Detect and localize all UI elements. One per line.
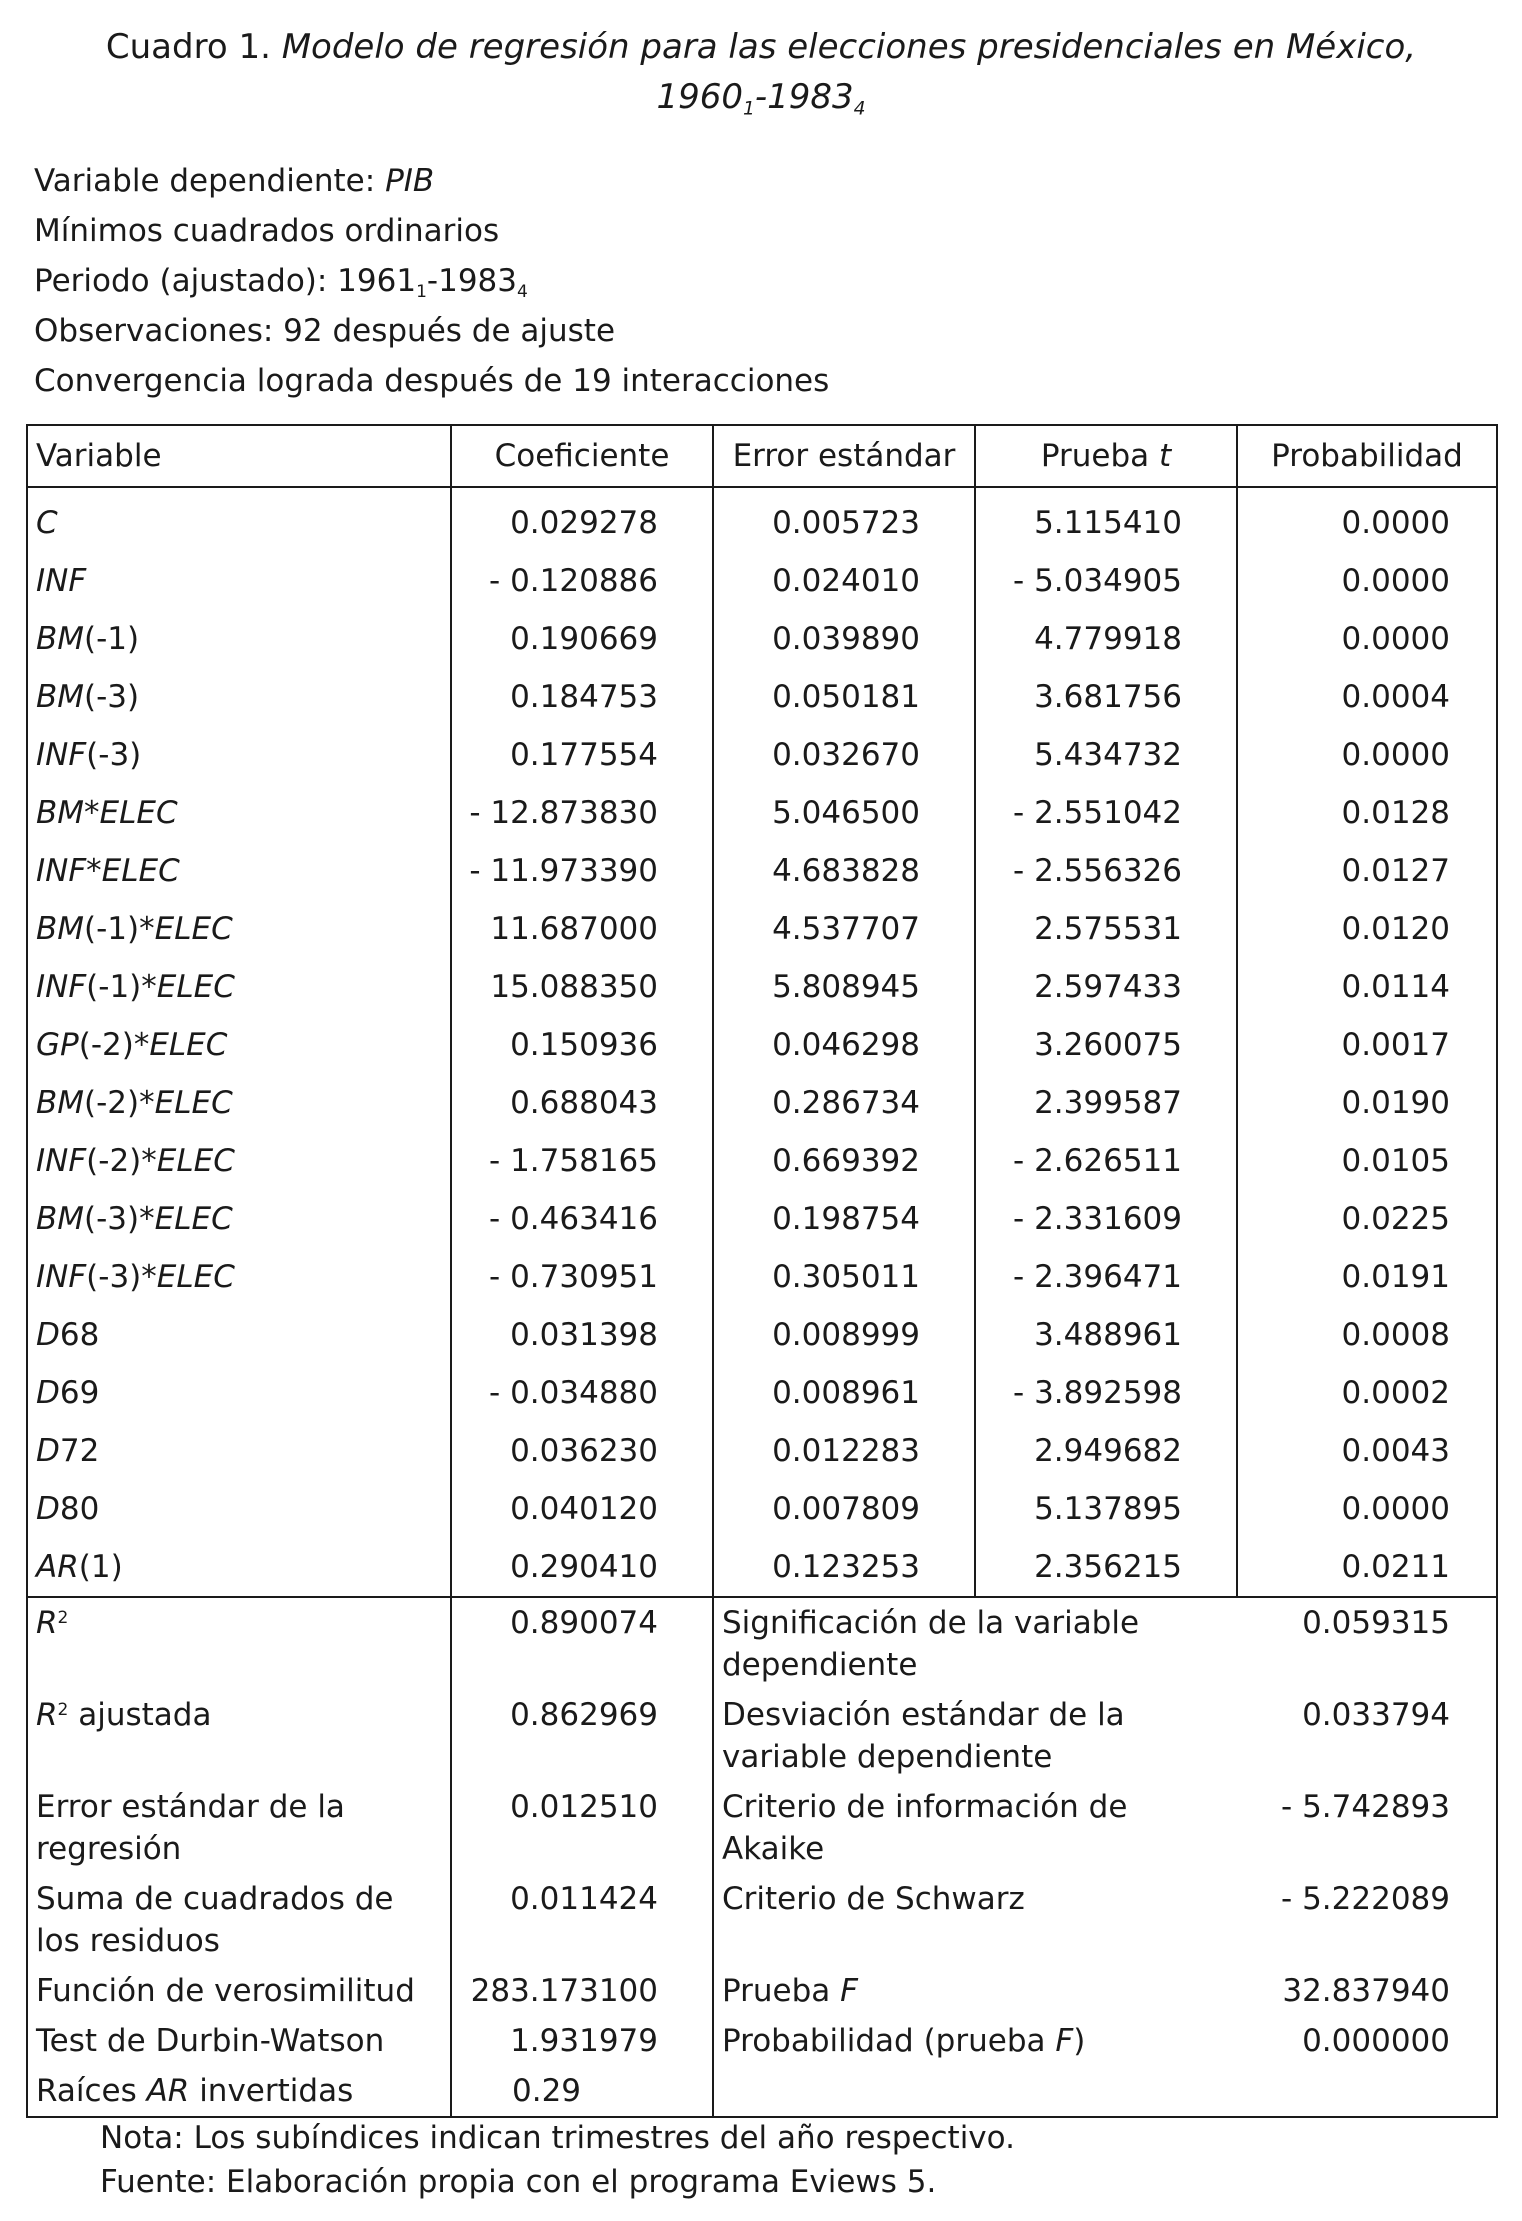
cell-variable: INF(-1)*ELEC xyxy=(27,958,451,1016)
cell-t: 5.137895 xyxy=(975,1480,1237,1538)
stats-row xyxy=(27,1874,1497,1966)
cell-prob: 0.0000 xyxy=(1237,610,1497,668)
stat-label: Probabilidad (prueba F) xyxy=(713,2016,1237,2066)
table-row xyxy=(27,842,1497,900)
cell-coef: - 0.034880 xyxy=(451,1364,713,1422)
cell-t: 2.949682 xyxy=(975,1422,1237,1480)
dependent-variable: Variable dependiente: PIB xyxy=(34,163,435,199)
cell-prob: 0.0004 xyxy=(1237,668,1497,726)
stat-value: 0.29 xyxy=(451,2066,713,2117)
stat-label: Prueba F xyxy=(713,1966,1237,2016)
cell-variable: INF(-3)*ELEC xyxy=(27,1248,451,1306)
sample-period: Periodo (ajustado): $1961_1-1983_4$ xyxy=(34,263,528,302)
cell-prob: 0.0127 xyxy=(1237,842,1497,900)
caption-period: $1960_1-1983_4$ xyxy=(656,77,866,120)
stat-label: $R^2$ ajustada xyxy=(27,1690,451,1782)
table-caption xyxy=(60,22,1462,122)
table-row xyxy=(27,784,1497,842)
cell-coef: 0.290410 xyxy=(451,1538,713,1597)
coefficient-rows xyxy=(27,487,1497,1597)
cell-variable: BM*ELEC xyxy=(27,784,451,842)
cell-se: 0.050181 xyxy=(713,668,975,726)
cell-t: - 2.331609 xyxy=(975,1190,1237,1248)
cell-se: 0.008961 xyxy=(713,1364,975,1422)
stat-label: Significación de la variable dependiente xyxy=(713,1597,1237,1690)
cell-prob: 0.0190 xyxy=(1237,1074,1497,1132)
cell-coef: - 0.730951 xyxy=(451,1248,713,1306)
stat-value: 1.931979 xyxy=(451,2016,713,2066)
cell-variable: GP(-2)*ELEC xyxy=(27,1016,451,1074)
cell-se: 0.286734 xyxy=(713,1074,975,1132)
table-row xyxy=(27,1074,1497,1132)
cell-se: 0.024010 xyxy=(713,552,975,610)
cell-t: 3.681756 xyxy=(975,668,1237,726)
header-row xyxy=(27,425,1497,487)
stat-value: 283.173100 xyxy=(451,1966,713,2016)
cell-t: 3.488961 xyxy=(975,1306,1237,1364)
cell-variable: D69 xyxy=(27,1364,451,1422)
cell-t: 2.399587 xyxy=(975,1074,1237,1132)
cell-prob: 0.0017 xyxy=(1237,1016,1497,1074)
stat-label: Desviación estándar de la variable dependiente xyxy=(713,1690,1237,1782)
cell-coef: - 0.120886 xyxy=(451,552,713,610)
cell-variable: INF*ELEC xyxy=(27,842,451,900)
table-row xyxy=(27,487,1497,552)
estimation-method: Mínimos cuadrados ordinarios xyxy=(34,213,500,249)
cell-coef: 11.687000 xyxy=(451,900,713,958)
cell-se: 5.046500 xyxy=(713,784,975,842)
source-text: Fuente: Elaboración propia con el programa Eviews 5. xyxy=(100,2164,937,2200)
cell-t: - 5.034905 xyxy=(975,552,1237,610)
cell-t: - 2.396471 xyxy=(975,1248,1237,1306)
cell-prob: 0.0000 xyxy=(1237,726,1497,784)
cell-prob: 0.0000 xyxy=(1237,487,1497,552)
cell-se: 0.032670 xyxy=(713,726,975,784)
cell-se: 4.537707 xyxy=(713,900,975,958)
table-row xyxy=(27,610,1497,668)
cell-se: 0.039890 xyxy=(713,610,975,668)
cell-se: 0.305011 xyxy=(713,1248,975,1306)
table-row xyxy=(27,1132,1497,1190)
cell-t: 5.434732 xyxy=(975,726,1237,784)
cell-coef: - 1.758165 xyxy=(451,1132,713,1190)
cell-t: - 2.556326 xyxy=(975,842,1237,900)
header-t: Prueba t xyxy=(975,425,1237,487)
cell-prob: 0.0225 xyxy=(1237,1190,1497,1248)
cell-coef: 0.688043 xyxy=(451,1074,713,1132)
header-prob: Probabilidad xyxy=(1237,425,1497,487)
table-row xyxy=(27,1190,1497,1248)
table-row xyxy=(27,900,1497,958)
cell-t: 3.260075 xyxy=(975,1016,1237,1074)
cell-coef: 0.040120 xyxy=(451,1480,713,1538)
stat-value: 0.033794 xyxy=(1237,1690,1497,1782)
stat-value: 0.000000 xyxy=(1237,2016,1497,2066)
table-row xyxy=(27,1422,1497,1480)
stat-label: Raíces AR invertidas xyxy=(27,2066,451,2117)
cell-coef: 0.177554 xyxy=(451,726,713,784)
cell-t: - 2.551042 xyxy=(975,784,1237,842)
cell-coef: - 11.973390 xyxy=(451,842,713,900)
convergence: Convergencia lograda después de 19 interacciones xyxy=(34,363,830,399)
cell-se: 5.808945 xyxy=(713,958,975,1016)
stat-value: - 5.222089 xyxy=(1237,1874,1497,1966)
cell-variable: C xyxy=(27,487,451,552)
model-metadata xyxy=(34,156,1334,406)
table-row xyxy=(27,1364,1497,1422)
cell-coef: 0.184753 xyxy=(451,668,713,726)
cell-variable: INF xyxy=(27,552,451,610)
stat-value: 0.890074 xyxy=(451,1597,713,1690)
table-row xyxy=(27,1538,1497,1597)
cell-se: 0.046298 xyxy=(713,1016,975,1074)
header-variable: Variable xyxy=(27,425,451,487)
cell-se: 0.198754 xyxy=(713,1190,975,1248)
cell-prob: 0.0105 xyxy=(1237,1132,1497,1190)
cell-se: 0.669392 xyxy=(713,1132,975,1190)
cell-t: 2.356215 xyxy=(975,1538,1237,1597)
stats-row xyxy=(27,1966,1497,2016)
header-se: Error estándar xyxy=(713,425,975,487)
stat-value: 0.011424 xyxy=(451,1874,713,1966)
cell-variable: D80 xyxy=(27,1480,451,1538)
caption-number: Cuadro 1. xyxy=(105,27,271,67)
cell-coef: 15.088350 xyxy=(451,958,713,1016)
cell-variable: D72 xyxy=(27,1422,451,1480)
caption-text: Modelo de regresión para las elecciones presidenciales en México, xyxy=(281,27,1417,67)
stat-value: - 5.742893 xyxy=(1237,1782,1497,1874)
cell-prob: 0.0211 xyxy=(1237,1538,1497,1597)
stats-row xyxy=(27,1690,1497,1782)
stat-label: Suma de cuadrados de los residuos xyxy=(27,1874,451,1966)
cell-prob: 0.0002 xyxy=(1237,1364,1497,1422)
cell-se: 0.123253 xyxy=(713,1538,975,1597)
cell-prob: 0.0114 xyxy=(1237,958,1497,1016)
cell-coef: - 0.463416 xyxy=(451,1190,713,1248)
cell-se: 0.005723 xyxy=(713,487,975,552)
cell-t: 4.779918 xyxy=(975,610,1237,668)
cell-variable: AR(1) xyxy=(27,1538,451,1597)
cell-t: - 3.892598 xyxy=(975,1364,1237,1422)
note-text: Nota: Los subíndices indican trimestres del año respectivo. xyxy=(100,2120,1015,2156)
stat-label: Test de Durbin-Watson xyxy=(27,2016,451,2066)
cell-prob: 0.0008 xyxy=(1237,1306,1497,1364)
regression-table xyxy=(26,424,1498,2118)
observations: Observaciones: 92 después de ajuste xyxy=(34,313,616,349)
stats-row xyxy=(27,2016,1497,2066)
cell-prob: 0.0191 xyxy=(1237,1248,1497,1306)
cell-variable: BM(-1) xyxy=(27,610,451,668)
cell-prob: 0.0128 xyxy=(1237,784,1497,842)
stat-value: 32.837940 xyxy=(1237,1966,1497,2016)
stat-label: Criterio de Schwarz xyxy=(713,1874,1237,1966)
table-row xyxy=(27,1248,1497,1306)
cell-coef: 0.190669 xyxy=(451,610,713,668)
table-row xyxy=(27,1016,1497,1074)
header-coef: Coeficiente xyxy=(451,425,713,487)
cell-coef: - 12.873830 xyxy=(451,784,713,842)
stat-label: Criterio de información de Akaike xyxy=(713,1782,1237,1874)
stats-row xyxy=(27,1597,1497,1690)
cell-coef: 0.036230 xyxy=(451,1422,713,1480)
stats-row xyxy=(27,2066,1497,2117)
cell-t: 5.115410 xyxy=(975,487,1237,552)
cell-t: 2.575531 xyxy=(975,900,1237,958)
cell-se: 0.012283 xyxy=(713,1422,975,1480)
cell-variable: INF(-2)*ELEC xyxy=(27,1132,451,1190)
cell-prob: 0.0120 xyxy=(1237,900,1497,958)
cell-t: 2.597433 xyxy=(975,958,1237,1016)
cell-variable: BM(-1)*ELEC xyxy=(27,900,451,958)
cell-se: 0.008999 xyxy=(713,1306,975,1364)
stats-row xyxy=(27,1782,1497,1874)
cell-t: - 2.626511 xyxy=(975,1132,1237,1190)
cell-prob: 0.0043 xyxy=(1237,1422,1497,1480)
cell-se: 0.007809 xyxy=(713,1480,975,1538)
table-row xyxy=(27,552,1497,610)
cell-prob: 0.0000 xyxy=(1237,1480,1497,1538)
stat-label: Error estándar de la regresión xyxy=(27,1782,451,1874)
cell-variable: INF(-3) xyxy=(27,726,451,784)
stat-label: Función de verosimilitud xyxy=(27,1966,451,2016)
stat-value: 0.059315 xyxy=(1237,1597,1497,1690)
stat-value: 0.012510 xyxy=(451,1782,713,1874)
table-row xyxy=(27,958,1497,1016)
cell-variable: BM(-3) xyxy=(27,668,451,726)
table-row xyxy=(27,1480,1497,1538)
table-row xyxy=(27,1306,1497,1364)
stat-value: 0.862969 xyxy=(451,1690,713,1782)
table-row xyxy=(27,668,1497,726)
cell-coef: 0.031398 xyxy=(451,1306,713,1364)
cell-prob: 0.0000 xyxy=(1237,552,1497,610)
cell-se: 4.683828 xyxy=(713,842,975,900)
cell-coef: 0.150936 xyxy=(451,1016,713,1074)
cell-variable: BM(-2)*ELEC xyxy=(27,1074,451,1132)
stat-label: $R^2$ xyxy=(27,1597,451,1690)
statistics-rows xyxy=(27,1597,1497,2117)
cell-variable: BM(-3)*ELEC xyxy=(27,1190,451,1248)
cell-coef: 0.029278 xyxy=(451,487,713,552)
table-notes xyxy=(100,2116,1400,2204)
cell-variable: D68 xyxy=(27,1306,451,1364)
table-row xyxy=(27,726,1497,784)
